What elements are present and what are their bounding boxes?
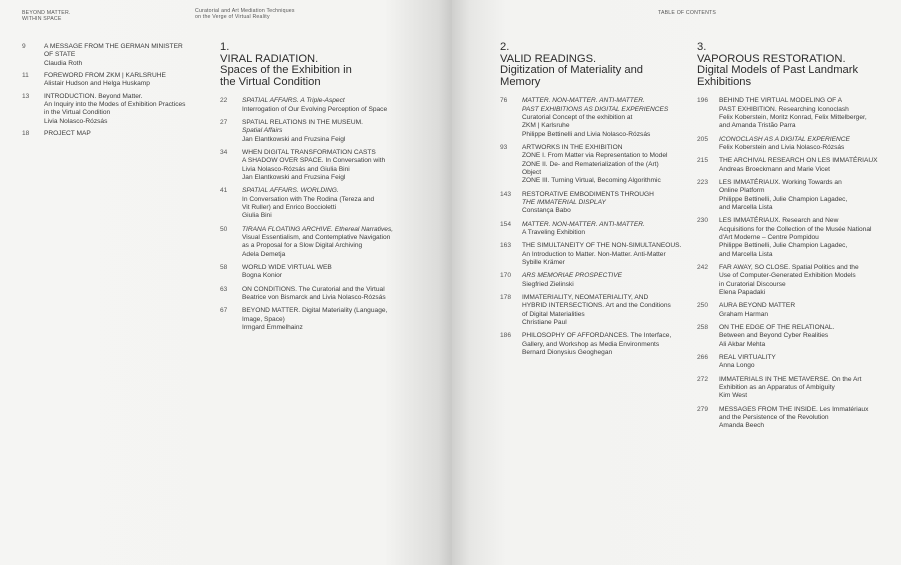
toc-entry-line: LES IMMATÉRIAUX. Research and New <box>719 217 839 225</box>
toc-entry-line: and Marcella Lista <box>719 250 773 258</box>
toc-entry-line: in the Virtual Condition <box>44 109 111 117</box>
toc-entry-line: Adela Demetja <box>242 250 286 258</box>
toc-entry-line: Alistair Hudson and Helga Huskamp <box>44 80 150 88</box>
running-head-line: on the Verge of Virtual Reality <box>195 14 270 21</box>
toc-entry-line: FOREWORD FROM ZKM | KARLSRUHE <box>44 72 166 80</box>
chapter-heading-line: VALID READINGS. <box>500 52 597 65</box>
toc-entry-line: HYBRID INTERSECTIONS. Art and the Conditions <box>522 302 671 310</box>
chapter-heading-line: 1. <box>220 41 230 53</box>
toc-page-number: 178 <box>500 294 512 301</box>
toc-entry-line: A Traveling Exhibition <box>522 228 586 236</box>
toc-entry-line: Exhibition as an Apparatus of Ambiguity <box>719 383 835 391</box>
toc-entry-text <box>242 97 387 114</box>
chapter-heading-line: VIRAL RADIATION. <box>220 52 319 65</box>
toc-entry-line: Use of Computer-Generated Exhibition Models <box>719 272 856 280</box>
toc-entry-line: THE IMMATERIAL DISPLAY <box>522 198 606 206</box>
toc-entry-line: OF STATE <box>44 51 76 59</box>
toc-entry-line: A SHADOW OVER SPACE. In Conversation with <box>242 157 386 165</box>
toc-page-number: 41 <box>220 187 228 195</box>
toc-entry-line: and the Persistence of the Revolution <box>719 413 829 421</box>
toc-entry-line: Spatial Affairs <box>242 127 283 135</box>
toc-entry-line: ARS MEMORIAE PROSPECTIVE <box>522 272 623 280</box>
toc-entry-line: A MESSAGE FROM THE GERMAN MINISTER <box>44 43 183 50</box>
toc-entry-line: Visual Essentialism, and Contemplative Navigation <box>242 233 391 241</box>
toc-entry-text <box>719 97 867 130</box>
toc-page-number: 186 <box>500 332 512 340</box>
toc-page-number: 63 <box>220 285 228 293</box>
toc-entry-line: of Digital Materialities <box>522 310 585 318</box>
toc-entry-text <box>719 376 861 401</box>
toc-entry-line: Philippe Bettinelli and Livia Nolasco-Rózsás <box>522 130 651 138</box>
toc-page-number: 230 <box>697 217 709 225</box>
toc-entry-line: Christiane Paul <box>522 318 567 326</box>
toc-entry-text <box>719 302 795 319</box>
toc-entry-line: Between and Beyond Cyber Realities <box>719 332 829 340</box>
right-page <box>452 0 901 565</box>
toc-entry-text <box>719 217 871 258</box>
toc-entry-line: BEHIND THE VIRTUAL MODELING OF A <box>719 97 842 105</box>
toc-entry-line: Sybille Krämer <box>522 258 565 266</box>
toc-entry-line: Amanda Beech <box>719 422 765 430</box>
toc-page-number: 154 <box>500 220 512 228</box>
toc-entry-line: Siegfried Zielinski <box>522 280 574 288</box>
toc-entry-text <box>522 332 671 357</box>
toc-entry-line: Curatorial Concept of the exhibition at <box>522 113 633 121</box>
toc-entry-line: BEYOND MATTER. Digital Materiality (Language, <box>242 307 388 315</box>
toc-page-number: 272 <box>697 375 709 383</box>
toc-entry-line: IMMATERIALITY, NEOMATERIALITY, AND <box>522 294 649 301</box>
toc-entry-text <box>242 286 386 303</box>
toc-entry-text <box>242 187 374 220</box>
toc-entry-line: Elena Papadaki <box>719 288 766 296</box>
toc-entry-line: Claudia Roth <box>44 59 83 67</box>
toc-entry-text <box>44 43 183 68</box>
toc-entry-text <box>522 242 681 267</box>
toc-page-number: 196 <box>697 97 709 105</box>
toc-entry-text <box>719 354 776 371</box>
toc-entry-line: In Conversation with The Rodina (Tereza and <box>242 195 375 203</box>
running-head-line: Curatorial and Art Mediation Techniques <box>195 8 295 14</box>
toc-entry-text <box>719 406 868 431</box>
toc-entry-line: SPATIAL AFFAIRS. WORLDING. <box>242 187 339 195</box>
toc-page-number: 34 <box>220 149 228 157</box>
toc-entry-line: SPATIAL AFFAIRS. A Triple-Aspect <box>242 97 345 105</box>
toc-page-number: 143 <box>500 190 512 198</box>
toc-page-number: 67 <box>220 307 228 315</box>
toc-page-number: 11 <box>22 72 29 80</box>
toc-entry-text <box>242 307 387 332</box>
toc-entry-text <box>44 93 185 126</box>
toc-entry-text <box>522 272 622 289</box>
running-head-line: WITHIN SPACE <box>22 16 62 23</box>
toc-page-number: 205 <box>697 135 709 143</box>
toc-entry-line: An Inquiry into the Modes of Exhibition Practices <box>44 101 186 109</box>
toc-page-number: 223 <box>697 179 709 187</box>
toc-entry-line: Jan Elantkowski and Fruzsina Feigl <box>242 173 346 181</box>
running-head-book-title <box>22 10 71 23</box>
toc-entry-text <box>522 144 667 185</box>
toc-entry-line: Object <box>522 168 542 176</box>
toc-page-number: 50 <box>220 225 228 233</box>
toc-page-number: 215 <box>697 157 709 165</box>
toc-entry-line: Andreas Broeckmann and Marie Vicet <box>719 165 830 173</box>
toc-entry-line: INTRODUCTION. Beyond Matter. <box>44 92 143 100</box>
toc-page-number: 22 <box>220 97 228 105</box>
toc-page-number: 27 <box>220 119 228 127</box>
toc-entry-line: THE SIMULTANEITY OF THE NON-SIMULTANEOUS. <box>522 242 682 250</box>
toc-entry-line: MESSAGES FROM THE INSIDE. Les Immatériaux <box>719 405 869 413</box>
toc-entry-text <box>719 157 878 174</box>
toc-entry-line: Online Platform <box>719 187 765 195</box>
toc-page-number: 250 <box>697 302 709 310</box>
toc-entry-text <box>719 324 834 349</box>
toc-entry-line: MATTER. NON-MATTER. ANTI-MATTER. <box>522 220 645 228</box>
toc-entry-line: ON THE EDGE OF THE RELATIONAL. <box>719 324 835 331</box>
toc-entry-line: ON CONDITIONS. The Curatorial and the Virtual <box>242 285 385 293</box>
toc-entry-line: MATTER. NON-MATTER. ANTI-MATTER. <box>522 97 645 105</box>
toc-entry-line: THE ARCHIVAL RESEARCH ON LES IMMATÉRIAUX <box>719 157 878 165</box>
toc-entry-line: Jan Elantkowski and Fruzsina Feigl <box>242 135 346 143</box>
toc-entry-line: WORLD WIDE VIRTUAL WEB <box>242 264 332 271</box>
toc-entry-text <box>719 136 850 153</box>
toc-entry-text <box>242 226 393 259</box>
toc-page-number: 18 <box>22 130 30 138</box>
toc-entry-text <box>522 191 654 216</box>
toc-entry-line: PROJECT MAP <box>44 130 91 138</box>
toc-entry-text <box>44 72 166 89</box>
toc-entry-text <box>242 119 363 144</box>
toc-entry-text <box>522 221 645 238</box>
toc-entry-line: WHEN DIGITAL TRANSFORMATION CASTS <box>242 149 376 157</box>
toc-entry-line: IMMATERIALS IN THE METAVERSE. On the Art <box>719 375 862 383</box>
toc-entry-line: PAST EXHIBITIONS AS DIGITAL EXPERIENCES <box>522 105 669 113</box>
toc-page-number: 76 <box>500 97 508 105</box>
toc-page-number: 9 <box>22 43 26 50</box>
toc-entry-text <box>522 97 668 138</box>
chapter-heading-line: Exhibitions <box>697 75 752 88</box>
chapter-heading-line: Digitization of Materiality and <box>500 64 644 77</box>
toc-page-number: 163 <box>500 242 512 250</box>
toc-entry-line: Bogna Konior <box>242 272 282 280</box>
toc-entry-text <box>719 179 847 212</box>
toc-entry-line: in Curatorial Discourse <box>719 280 786 288</box>
toc-entry-line: Livia Nolasco-Rózsás and Giulia Bini <box>242 165 350 173</box>
toc-entry-line: and Amanda Tristão Parra <box>719 122 796 130</box>
toc-entry-line: Philippe Bettinelli, Julie Champion Lagadec, <box>719 242 848 250</box>
toc-entry-line: and Marcella Lista <box>719 203 773 211</box>
toc-entry-line: Bernard Dionysius Geoghegan <box>522 348 613 356</box>
chapter-heading <box>220 42 352 88</box>
toc-page-number: 258 <box>697 324 709 331</box>
chapter-heading-line: 2. <box>500 41 510 53</box>
toc-entry-line: Image, Space) <box>242 315 285 323</box>
chapter-heading-line: the Virtual Condition <box>220 75 321 88</box>
toc-entry-text <box>522 294 671 327</box>
toc-entry-line: RESTORATIVE EMBODIMENTS THROUGH <box>522 190 654 198</box>
toc-entry-line: ZONE III. Turning Virtual, Becoming Algorithmic <box>522 177 661 185</box>
toc-page-number: 13 <box>22 92 30 100</box>
toc-page-number: 242 <box>697 264 709 271</box>
toc-entry-line: PHILOSOPHY OF AFFORDANCES. The Interface, <box>522 332 672 340</box>
toc-entry-line: Acquisitions for the Collection of the Musée National <box>719 225 872 233</box>
toc-entry-line: ZONE II. De- and Rematerialization of the (Art) <box>522 160 659 168</box>
toc-entry-line: ZONE I. From Matter via Representation to Model <box>522 152 668 160</box>
toc-entry-line: Felix Koberstein, Moritz Konrad, Felix Mittelberger, <box>719 113 867 121</box>
toc-entry-line: Graham Harman <box>719 310 769 318</box>
toc-entry-text <box>44 130 91 138</box>
chapter-heading-line: 3. <box>697 41 707 53</box>
toc-entry-text <box>719 264 859 297</box>
toc-page-number: 58 <box>220 264 228 271</box>
toc-entry-line: Interrogation of Our Evolving Perception of Space <box>242 105 388 113</box>
toc-entry-line: AURA BEYOND MATTER <box>719 302 796 310</box>
toc-entry-line: Philippe Bettinelli, Julie Champion Lagadec, <box>719 195 848 203</box>
toc-entry-line: Beatrice von Bismarck and Livia Nolasco-Rózsás <box>242 293 386 301</box>
chapter-heading-line: Spaces of the Exhibition in <box>220 64 352 77</box>
toc-entry-line: PAST EXHIBITION. Researching Iconoclash <box>719 105 849 113</box>
toc-entry-line: d'Art Moderne – Centre Pompidou <box>719 233 819 241</box>
running-head-section: TABLE OF CONTENTS <box>658 10 717 16</box>
toc-entry-line: Anna Longo <box>719 362 755 370</box>
toc-entry-line: FAR AWAY, SO CLOSE. Spatial Politics and the <box>719 264 859 271</box>
toc-entry-line: Livia Nolasco-Rózsás <box>44 117 108 125</box>
chapter-heading <box>697 42 858 88</box>
chapter-heading-line: Memory <box>500 75 541 88</box>
toc-entry-line: Vit Ruller) and Enrico Boccioletti <box>242 203 337 211</box>
toc-entry-line: Felix Koberstein and Livia Nolasco-Rózsás <box>719 143 845 151</box>
toc-entry-line: Gallery, and Workshop as Media Environments <box>522 340 660 348</box>
toc-entry-line: An Introduction to Matter. Non-Matter. Anti-Matter <box>522 250 666 258</box>
running-head-line: BEYOND MATTER. <box>22 10 71 16</box>
chapter-heading-line: Digital Models of Past Landmark <box>697 64 859 77</box>
toc-entry-line: TIRANA FLOATING ARCHIVE. Ethereal Narratives, <box>242 225 394 233</box>
toc-page-number: 93 <box>500 144 508 151</box>
toc-page-number: 266 <box>697 354 709 361</box>
toc-entry-line: Ali Akbar Mehta <box>719 340 766 348</box>
toc-entry-line: LES IMMATÉRIAUX. Working Towards an <box>719 179 842 187</box>
toc-entry-line: REAL VIRTUALITY <box>719 354 776 361</box>
toc-entry-line: Constança Babo <box>522 207 571 215</box>
toc-entry-line: SPATIAL RELATIONS IN THE MUSEUM. <box>242 119 363 127</box>
chapter-heading <box>500 42 643 88</box>
toc-entry-line: ICONOCLASH AS A DIGITAL EXPERIENCE <box>719 135 850 143</box>
toc-entry-line: Irmgard Emmelhainz <box>242 323 303 331</box>
toc-entry-text <box>242 264 332 281</box>
toc-page-number: 279 <box>697 405 709 413</box>
toc-entry-line: ARTWORKS IN THE EXHIBITION <box>522 144 623 151</box>
toc-entry-text <box>242 149 385 182</box>
chapter-heading-line: VAPOROUS RESTORATION. <box>697 52 846 65</box>
running-head-subtitle <box>195 8 295 21</box>
toc-page-number: 170 <box>500 272 512 280</box>
toc-entry-line: Kim West <box>719 392 748 400</box>
toc-entry-line: Giulia Bini <box>242 212 272 220</box>
toc-entry-line: ZKM | Karlsruhe <box>522 122 570 130</box>
toc-entry-line: as a Proposal for a Slow Digital Archiving <box>242 242 363 250</box>
